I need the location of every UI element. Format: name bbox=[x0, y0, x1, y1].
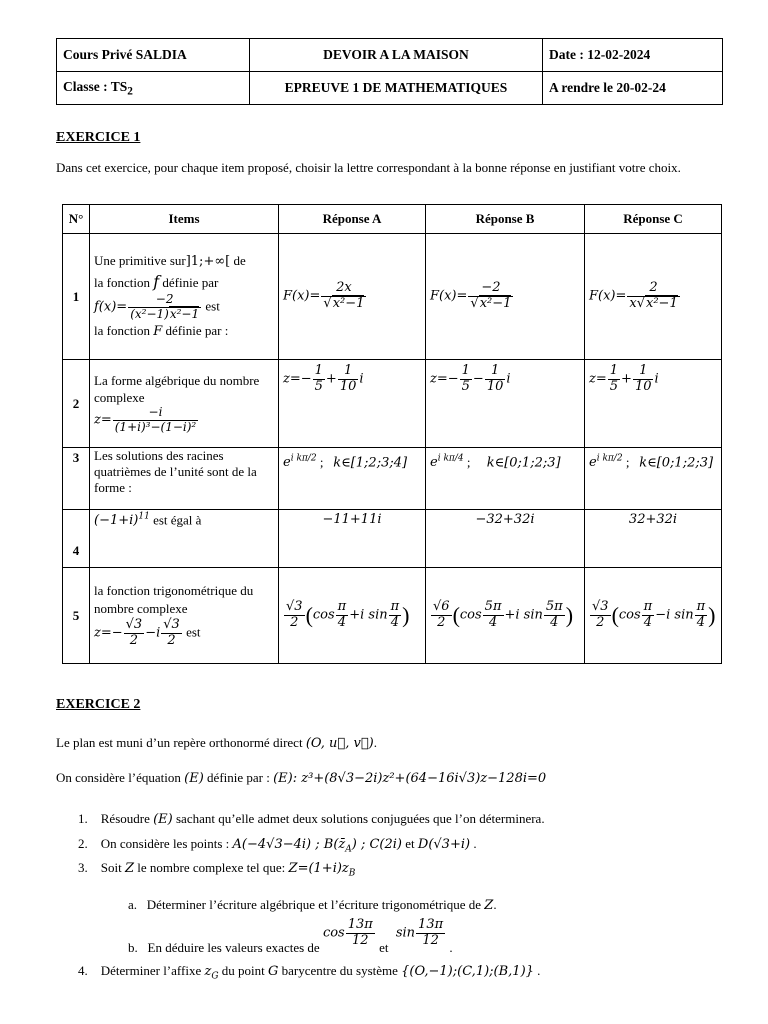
row-number: 1 bbox=[63, 234, 90, 360]
ex2-line2: On considère l’équation (E) définie par : (E): z³+(8√3−2i)z²+(64−16i√3)z−128i=0 bbox=[56, 770, 547, 786]
q-text: Soit bbox=[100, 860, 122, 875]
item-text: est bbox=[205, 297, 220, 313]
q-text: En déduire les valeurs exactes de bbox=[147, 940, 320, 956]
q-text: le nombre complexe tel que: bbox=[137, 860, 286, 875]
row-number: 2 bbox=[63, 360, 90, 448]
answer-a: $\frac{√3}{2}$ (cos $\frac{\pi}{4}$ +i sin $\frac{\pi}{4}$ ) bbox=[279, 568, 426, 664]
q-text: barycentre du système bbox=[281, 963, 398, 978]
date-cell bbox=[543, 39, 723, 72]
item-cell: $(-1+i)^{11}$ est égal à bbox=[90, 510, 279, 568]
question-3a: a. Déterminer l’écriture algébrique et l’écriture trigonométrique de Z. bbox=[128, 897, 497, 913]
q-text: On considère les points : bbox=[100, 836, 230, 851]
qcm-table bbox=[62, 204, 722, 664]
ex2-text: Le plan est muni d’un repère orthonormé direct bbox=[56, 735, 303, 750]
answer-c: $\frac{√3}{2}$ (cos $\frac{\pi}{4}$ −i sin $\frac{\pi}{4}$ ) bbox=[585, 568, 722, 664]
ex2-text: définie par : bbox=[207, 770, 270, 785]
ex1-intro: Dans cet exercice, pour chaque item proposé, choisir la lettre correspondant à la bonne réponse en justifiant votre choix. bbox=[56, 160, 681, 175]
question-3: 3. Soit Z le nombre complexe tel que: $Z=(1+i)z_B$ bbox=[78, 860, 356, 879]
table-row bbox=[63, 360, 722, 448]
item-text: Les solutions des racines quatrièmes de l’unité sont de la forme : bbox=[94, 448, 257, 495]
col-items: Items bbox=[90, 205, 279, 234]
q-num: a. bbox=[128, 897, 138, 912]
school-name: Cours Privé SALDIA bbox=[63, 47, 187, 62]
q-num: 4. bbox=[78, 963, 88, 978]
q-num: 1. bbox=[78, 811, 88, 826]
q-text: Déterminer l’écriture algébrique et l’écriture trigonométrique de bbox=[146, 897, 482, 912]
q-text: Déterminer l’affixe bbox=[100, 963, 202, 978]
answer-b: F(x)= $\frac{-2}{\text{√x²−1}}$ bbox=[426, 234, 585, 360]
question-2: 2. On considère les points : A(−4√3−4i) ; $B(z̄_A)$ ; C(2i) et D(√3+i) . bbox=[78, 836, 477, 855]
item-cell: La forme algébrique du nombre complexe z= $\frac{-i}{\text{(1+i)³−(1−i)²}}$ bbox=[90, 360, 279, 448]
school-cell bbox=[57, 39, 250, 72]
q-text: sachant qu’elle admet deux solutions conjuguées que l’on déterminera. bbox=[176, 811, 545, 826]
table-row bbox=[63, 448, 722, 510]
due-cell bbox=[543, 72, 723, 105]
answer-c: F(x)= $\frac{2}{\text{x√x²−1}}$ bbox=[585, 234, 722, 360]
item-text: la fonction bbox=[94, 274, 150, 290]
item-text: la fonction trigonométrique du nombre complexe bbox=[94, 583, 254, 617]
item-text: définie par bbox=[162, 274, 219, 290]
answer-c: z= $\frac{1}{5}$ + $\frac{1}{10}$ i bbox=[585, 360, 722, 448]
question-1: 1. Résoudre (E) sachant qu’elle admet deux solutions conjuguées que l’on déterminera. bbox=[78, 811, 545, 827]
question-3b: b. En déduire les valeurs exactes de cos $\frac{13\pi}{12}$ et sin $\frac{13\pi}{12}$ . bbox=[128, 917, 453, 956]
item-text: est égal à bbox=[153, 512, 202, 528]
row-number: 3 bbox=[63, 448, 90, 510]
col-num: N° bbox=[63, 205, 90, 234]
answer-a: F(x)= $\frac{2x}{\text{√x²−1}}$ bbox=[279, 234, 426, 360]
col-c: Réponse C bbox=[585, 205, 722, 234]
answer-b: −32+32i bbox=[426, 510, 585, 568]
table-row bbox=[63, 234, 722, 360]
class-label: Classe : TS bbox=[63, 78, 128, 94]
item-text: est bbox=[186, 624, 201, 640]
q-text: et bbox=[379, 940, 389, 956]
item-text: de bbox=[233, 252, 246, 268]
item-cell: la fonction trigonométrique du nombre complexe z=− $\frac{√3}{2}$ −i $\frac{√3}{2}$ est bbox=[90, 568, 279, 664]
row-number: 5 bbox=[63, 568, 90, 664]
ex2-line1: Le plan est muni d’un repère orthonormé direct (O, u⃗, v⃗). bbox=[56, 735, 377, 751]
item-text: définie par : bbox=[165, 323, 229, 339]
row-number: 4 bbox=[63, 510, 90, 568]
question-4: 4. Déterminer l’affixe $z_G$ du point G barycentre du système {(O,−1);(C,1);(B,1)} . bbox=[78, 963, 541, 982]
item-text: La forme algébrique du nombre complexe bbox=[94, 373, 260, 406]
answer-a: −11+11i bbox=[279, 510, 426, 568]
ex1-title: EXERCICE 1 bbox=[56, 130, 141, 145]
answer-a: $e^{i k\pi/2}$ ; k∈[1;2;3;4] bbox=[279, 448, 426, 510]
header-table bbox=[56, 38, 723, 105]
table-row bbox=[63, 568, 722, 664]
subtitle-cell bbox=[250, 72, 543, 105]
answer-b: $\frac{√6}{2}$ (cos $\frac{5\pi}{4}$ +i sin $\frac{5\pi}{4}$ ) bbox=[426, 568, 585, 664]
class-cell bbox=[57, 72, 250, 105]
answer-b: $e^{i k\pi/4}$ ; k∈[0;1;2;3] bbox=[426, 448, 585, 510]
q-text: du point bbox=[221, 963, 265, 978]
answer-c: 32+32i bbox=[585, 510, 722, 568]
q-num: 3. bbox=[78, 860, 88, 875]
answer-a: z=− $\frac{1}{5}$ + $\frac{1}{10}$ i bbox=[279, 360, 426, 448]
col-a: Réponse A bbox=[279, 205, 426, 234]
col-b: Réponse B bbox=[426, 205, 585, 234]
item-text: la fonction bbox=[94, 323, 150, 339]
ex2-title: EXERCICE 2 bbox=[56, 697, 141, 712]
q-num: 2. bbox=[78, 836, 88, 851]
ex2-text: On considère l’équation bbox=[56, 770, 181, 785]
q-text: Résoudre bbox=[100, 811, 150, 826]
doc-subtitle: EPREUVE 1 DE MATHEMATIQUES bbox=[284, 80, 508, 95]
doc-title: DEVOIR A LA MAISON bbox=[323, 47, 469, 62]
title-cell bbox=[250, 39, 543, 72]
item-cell: Une primitive sur]1;+∞[ de la fonction f définie par f(x)= $\frac{-2}{\text{(x²−1)x²−1}}$ est la fonction F définie par : bbox=[90, 234, 279, 360]
table-row bbox=[63, 510, 722, 568]
q-text: et bbox=[405, 836, 415, 851]
item-text: Une primitive sur bbox=[94, 252, 186, 268]
due-date: A rendre le 20-02-24 bbox=[549, 80, 666, 95]
answer-b: z=− $\frac{1}{5}$ − $\frac{1}{10}$ i bbox=[426, 360, 585, 448]
answer-c: $e^{i k\pi/2}$ ; k∈[0;1;2;3] bbox=[585, 448, 722, 510]
class-sub: 2 bbox=[127, 85, 133, 98]
item-cell bbox=[90, 448, 279, 510]
doc-date: Date : 12-02-2024 bbox=[549, 47, 651, 62]
q-num: b. bbox=[128, 940, 138, 956]
